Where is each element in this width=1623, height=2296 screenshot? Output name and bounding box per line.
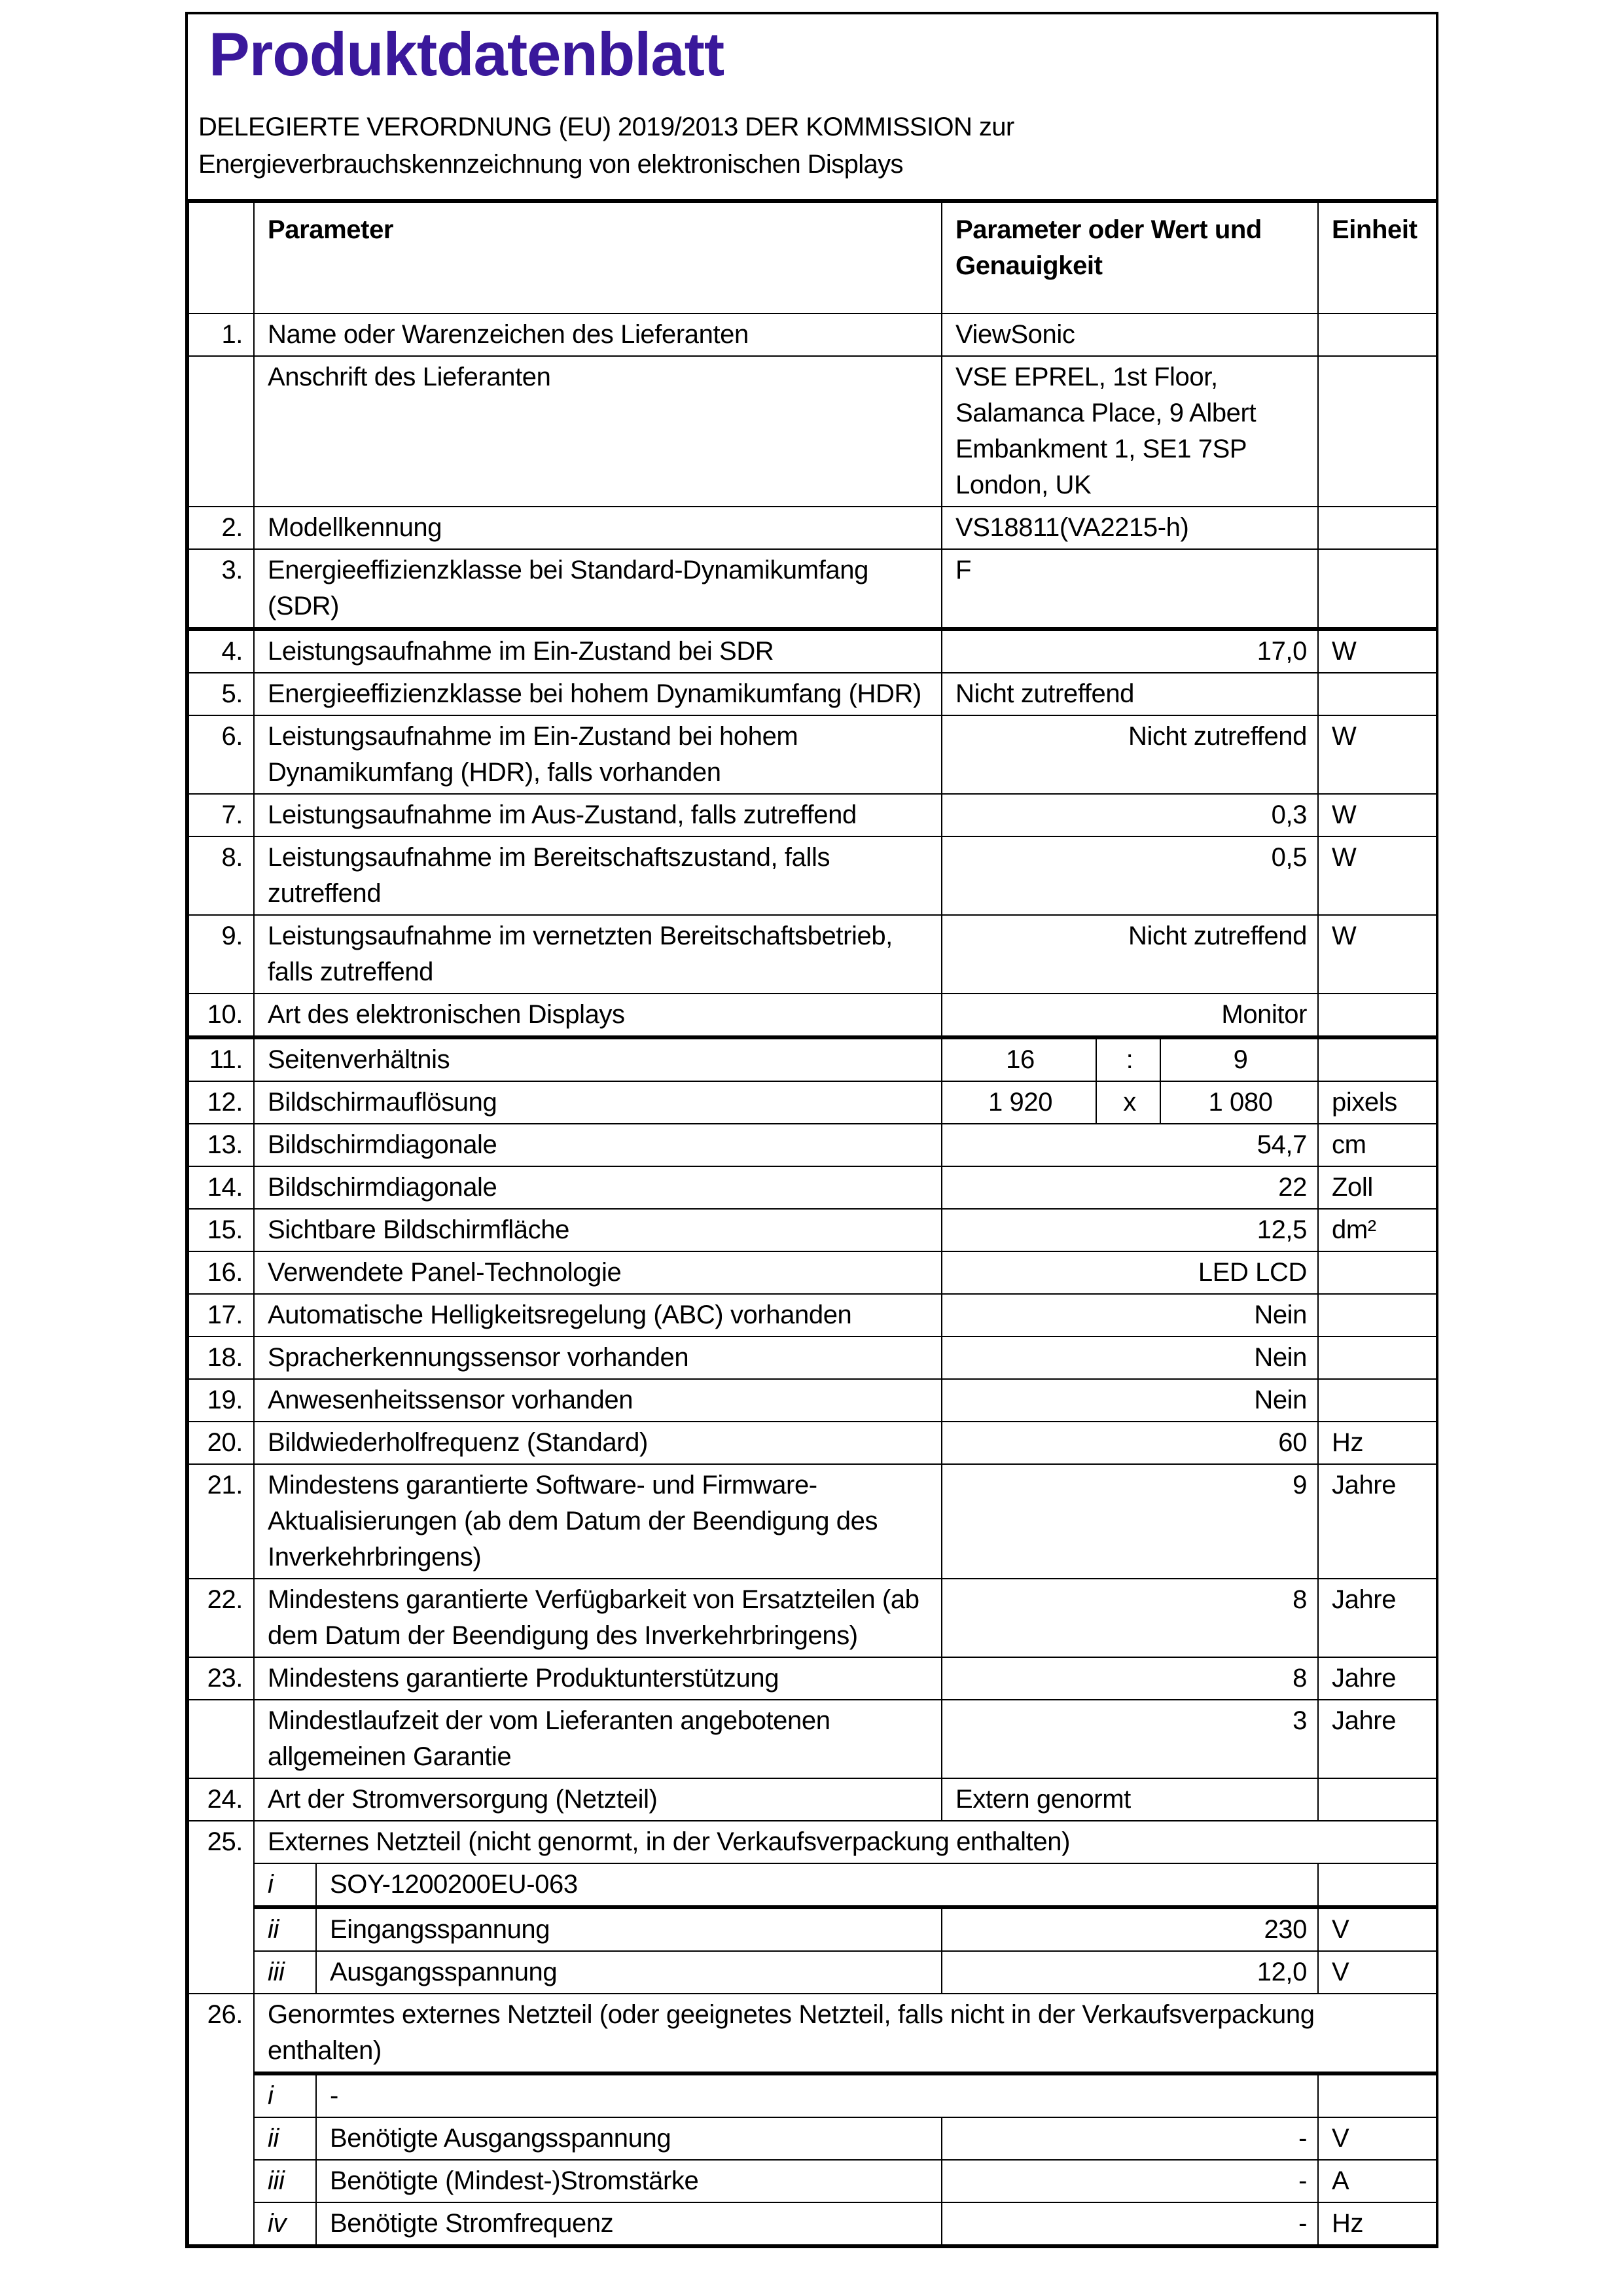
row-unit [1318, 1251, 1438, 1294]
row-value: - [942, 2117, 1318, 2160]
table-row [188, 2073, 1438, 2117]
row-label: Modellkennung [254, 507, 942, 549]
table-row [188, 1464, 1438, 1579]
row-label: Sichtbare Bildschirmfläche [254, 1209, 942, 1251]
row-number: 14. [188, 1166, 254, 1209]
table-row [188, 836, 1438, 915]
value-part-2: 9 [1160, 1037, 1318, 1081]
table-row [188, 356, 1438, 507]
row-label: Bildschirmauflösung [254, 1081, 942, 1124]
datasheet-page [185, 12, 1438, 2248]
row-label: Leistungsaufnahme im Ein-Zustand bei SDR [254, 629, 942, 673]
row-label: Seitenverhältnis [254, 1037, 942, 1081]
row-unit: dm² [1318, 1209, 1438, 1251]
row-number: 16. [188, 1251, 254, 1294]
row-label: Ausgangsspannung [316, 1951, 942, 1994]
row-number: 15. [188, 1209, 254, 1251]
table-row [188, 1863, 1438, 1907]
row-number: 11. [188, 1037, 254, 1081]
row-number: 12. [188, 1081, 254, 1124]
row-unit: Zoll [1318, 1166, 1438, 1209]
row-label: Bildwiederholfrequenz (Standard) [254, 1422, 942, 1464]
table-row [188, 549, 1438, 629]
row-unit: pixels [1318, 1081, 1438, 1124]
row-value: Nein [942, 1294, 1318, 1336]
row-value: LED LCD [942, 1251, 1318, 1294]
row-sub-index: iv [254, 2202, 316, 2245]
row-unit: W [1318, 794, 1438, 836]
table-row [188, 1379, 1438, 1422]
row-label: Bildschirmdiagonale [254, 1166, 942, 1209]
header-unit: Einheit [1318, 202, 1438, 314]
table-row [188, 715, 1438, 794]
row-unit: V [1318, 1951, 1438, 1994]
table-row [188, 1336, 1438, 1379]
row-unit: Jahre [1318, 1700, 1438, 1778]
row-number: 3. [188, 549, 254, 629]
row-number: 8. [188, 836, 254, 915]
row-unit: A [1318, 2160, 1438, 2202]
row-label: Automatische Helligkeitsregelung (ABC) vorhanden [254, 1294, 942, 1336]
row-value: - [942, 2202, 1318, 2245]
table-row [188, 994, 1438, 1037]
subtitle-line-2: Energieverbrauchskennzeichnung von elektronischen Displays [198, 150, 903, 179]
row-label: SOY-1200200EU-063 [316, 1863, 1318, 1907]
row-unit [1318, 1778, 1438, 1821]
parameter-table [188, 202, 1438, 2246]
table-row [188, 794, 1438, 836]
header-parameter: Parameter [254, 202, 942, 314]
row-value: Nein [942, 1379, 1318, 1422]
row-value: 230 [942, 1907, 1318, 1951]
row-unit [1318, 1379, 1438, 1422]
row-number: 6. [188, 715, 254, 794]
row-label: Art des elektronischen Displays [254, 994, 942, 1037]
row-label: Benötigte (Mindest-)Stromstärke [316, 2160, 942, 2202]
table-row [188, 1821, 1438, 1863]
row-unit [1318, 673, 1438, 715]
header-value: Parameter oder Wert und Genauigkeit [942, 202, 1318, 314]
row-unit [1318, 1294, 1438, 1336]
row-label: Anschrift des Lieferanten [254, 356, 942, 507]
row-unit [1318, 994, 1438, 1037]
row-number: 21. [188, 1464, 254, 1579]
table-header-row [188, 202, 1438, 314]
row-number: 9. [188, 915, 254, 994]
row-value: VSE EPREL, 1st Floor, Salamanca Place, 9 Albert Embankment 1, SE1 7SP London, UK [942, 356, 1318, 507]
row-value: Nicht zutreffend [942, 915, 1318, 994]
table-row [188, 1081, 1438, 1124]
row-sub-index: i [254, 2073, 316, 2117]
row-label: Mindestens garantierte Software- und Firmware-Aktualisierungen (ab dem Datum der Beendigung des Inverkehrbringens) [254, 1464, 942, 1579]
row-value: Monitor [942, 994, 1318, 1037]
table-row [188, 2117, 1438, 2160]
row-value: Extern genormt [942, 1778, 1318, 1821]
table-row [188, 1037, 1438, 1081]
row-sub-index: ii [254, 1907, 316, 1951]
table-row [188, 1951, 1438, 1994]
row-unit [1318, 2073, 1438, 2117]
row-label: Spracherkennungssensor vorhanden [254, 1336, 942, 1379]
row-number: 5. [188, 673, 254, 715]
table-row [188, 1579, 1438, 1657]
value-part-1: 16 [942, 1037, 1096, 1081]
row-value: 0,3 [942, 794, 1318, 836]
row-unit [1318, 1863, 1438, 1907]
row-label: Leistungsaufnahme im Ein-Zustand bei hohem Dynamikumfang (HDR), falls vorhanden [254, 715, 942, 794]
row-number: 13. [188, 1124, 254, 1166]
row-label: Mindestens garantierte Produktunterstützung [254, 1657, 942, 1700]
value-separator: x [1096, 1081, 1160, 1124]
row-label: Mindestlaufzeit der vom Lieferanten angebotenen allgemeinen Garantie [254, 1700, 942, 1778]
row-sub-index: i [254, 1863, 316, 1907]
table-row [188, 1657, 1438, 1700]
row-unit: V [1318, 2117, 1438, 2160]
row-value: 9 [942, 1464, 1318, 1579]
row-label: Genormtes externes Netzteil (oder geeignetes Netzteil, falls nicht in der Verkaufsverpackung enthalten) [254, 1994, 1438, 2073]
row-label: Art der Stromversorgung (Netzteil) [254, 1778, 942, 1821]
table-row [188, 1209, 1438, 1251]
row-unit [1318, 1336, 1438, 1379]
row-number: 10. [188, 994, 254, 1037]
row-label: Verwendete Panel-Technologie [254, 1251, 942, 1294]
row-value: 54,7 [942, 1124, 1318, 1166]
row-number: 23. [188, 1657, 254, 1700]
row-unit [1318, 1037, 1438, 1081]
row-unit [1318, 356, 1438, 507]
value-separator: : [1096, 1037, 1160, 1081]
subtitle-line-1: DELEGIERTE VERORDNUNG (EU) 2019/2013 DER KOMMISSION zur [198, 113, 1014, 141]
row-label: Leistungsaufnahme im Aus-Zustand, falls zutreffend [254, 794, 942, 836]
row-value: 17,0 [942, 629, 1318, 673]
table-row [188, 1700, 1438, 1778]
row-value: 12,5 [942, 1209, 1318, 1251]
value-part-1: 1 920 [942, 1081, 1096, 1124]
row-label: Bildschirmdiagonale [254, 1124, 942, 1166]
title-block [188, 14, 1436, 202]
row-unit [1318, 549, 1438, 629]
row-value: Nein [942, 1336, 1318, 1379]
row-label: Energieeffizienzklasse bei hohem Dynamikumfang (HDR) [254, 673, 942, 715]
page-subtitle [198, 109, 1416, 183]
row-number: 17. [188, 1294, 254, 1336]
row-value: 22 [942, 1166, 1318, 1209]
table-row [188, 629, 1438, 673]
row-number: 25. [188, 1821, 254, 1994]
row-label: Benötigte Ausgangsspannung [316, 2117, 942, 2160]
row-value: 3 [942, 1700, 1318, 1778]
row-unit: W [1318, 629, 1438, 673]
table-row [188, 1994, 1438, 2073]
row-unit: Jahre [1318, 1464, 1438, 1579]
row-value: VS18811(VA2215-h) [942, 507, 1318, 549]
row-value: F [942, 549, 1318, 629]
table-row [188, 1166, 1438, 1209]
row-unit: W [1318, 836, 1438, 915]
row-label: Benötigte Stromfrequenz [316, 2202, 942, 2245]
row-value: 8 [942, 1657, 1318, 1700]
row-value: 0,5 [942, 836, 1318, 915]
row-number: 19. [188, 1379, 254, 1422]
row-value: 12,0 [942, 1951, 1318, 1994]
row-number [188, 356, 254, 507]
row-number: 4. [188, 629, 254, 673]
table-row [188, 1778, 1438, 1821]
value-part-2: 1 080 [1160, 1081, 1318, 1124]
row-number: 7. [188, 794, 254, 836]
table-row [188, 507, 1438, 549]
table-row [188, 1124, 1438, 1166]
row-label: Name oder Warenzeichen des Lieferanten [254, 314, 942, 356]
row-unit [1318, 507, 1438, 549]
header-number-cell [188, 202, 254, 314]
row-number: 22. [188, 1579, 254, 1657]
page-title: Produktdatenblatt [209, 20, 724, 88]
row-label: Eingangsspannung [316, 1907, 942, 1951]
row-value: Nicht zutreffend [942, 673, 1318, 715]
table-row [188, 1294, 1438, 1336]
row-unit: Hz [1318, 1422, 1438, 1464]
table-row [188, 1907, 1438, 1951]
row-label: Leistungsaufnahme im Bereitschaftszustand, falls zutreffend [254, 836, 942, 915]
row-number: 18. [188, 1336, 254, 1379]
row-value: Nicht zutreffend [942, 715, 1318, 794]
row-unit: cm [1318, 1124, 1438, 1166]
row-value: 60 [942, 1422, 1318, 1464]
row-sub-index: iii [254, 1951, 316, 1994]
row-label: Energieeffizienzklasse bei Standard-Dynamikumfang (SDR) [254, 549, 942, 629]
row-label: Anwesenheitssensor vorhanden [254, 1379, 942, 1422]
table-row [188, 314, 1438, 356]
row-number [188, 1700, 254, 1778]
row-unit: V [1318, 1907, 1438, 1951]
row-unit: W [1318, 715, 1438, 794]
row-value: - [942, 2160, 1318, 2202]
row-number: 24. [188, 1778, 254, 1821]
row-label: Externes Netzteil (nicht genormt, in der Verkaufsverpackung enthalten) [254, 1821, 1438, 1863]
row-sub-index: iii [254, 2160, 316, 2202]
row-label: - [316, 2073, 1318, 2117]
row-unit [1318, 314, 1438, 356]
row-number: 26. [188, 1994, 254, 2245]
table-row [188, 2202, 1438, 2245]
row-value: ViewSonic [942, 314, 1318, 356]
row-value: 8 [942, 1579, 1318, 1657]
row-label: Leistungsaufnahme im vernetzten Bereitschaftsbetrieb, falls zutreffend [254, 915, 942, 994]
row-number: 2. [188, 507, 254, 549]
row-sub-index: ii [254, 2117, 316, 2160]
row-number: 1. [188, 314, 254, 356]
table-row [188, 2160, 1438, 2202]
table-row [188, 1422, 1438, 1464]
row-unit: W [1318, 915, 1438, 994]
table-row [188, 915, 1438, 994]
row-unit: Hz [1318, 2202, 1438, 2245]
table-row [188, 1251, 1438, 1294]
row-label: Mindestens garantierte Verfügbarkeit von Ersatzteilen (ab dem Datum der Beendigung des Inverkehrbringens) [254, 1579, 942, 1657]
table-row [188, 673, 1438, 715]
row-number: 20. [188, 1422, 254, 1464]
row-unit: Jahre [1318, 1579, 1438, 1657]
row-unit: Jahre [1318, 1657, 1438, 1700]
